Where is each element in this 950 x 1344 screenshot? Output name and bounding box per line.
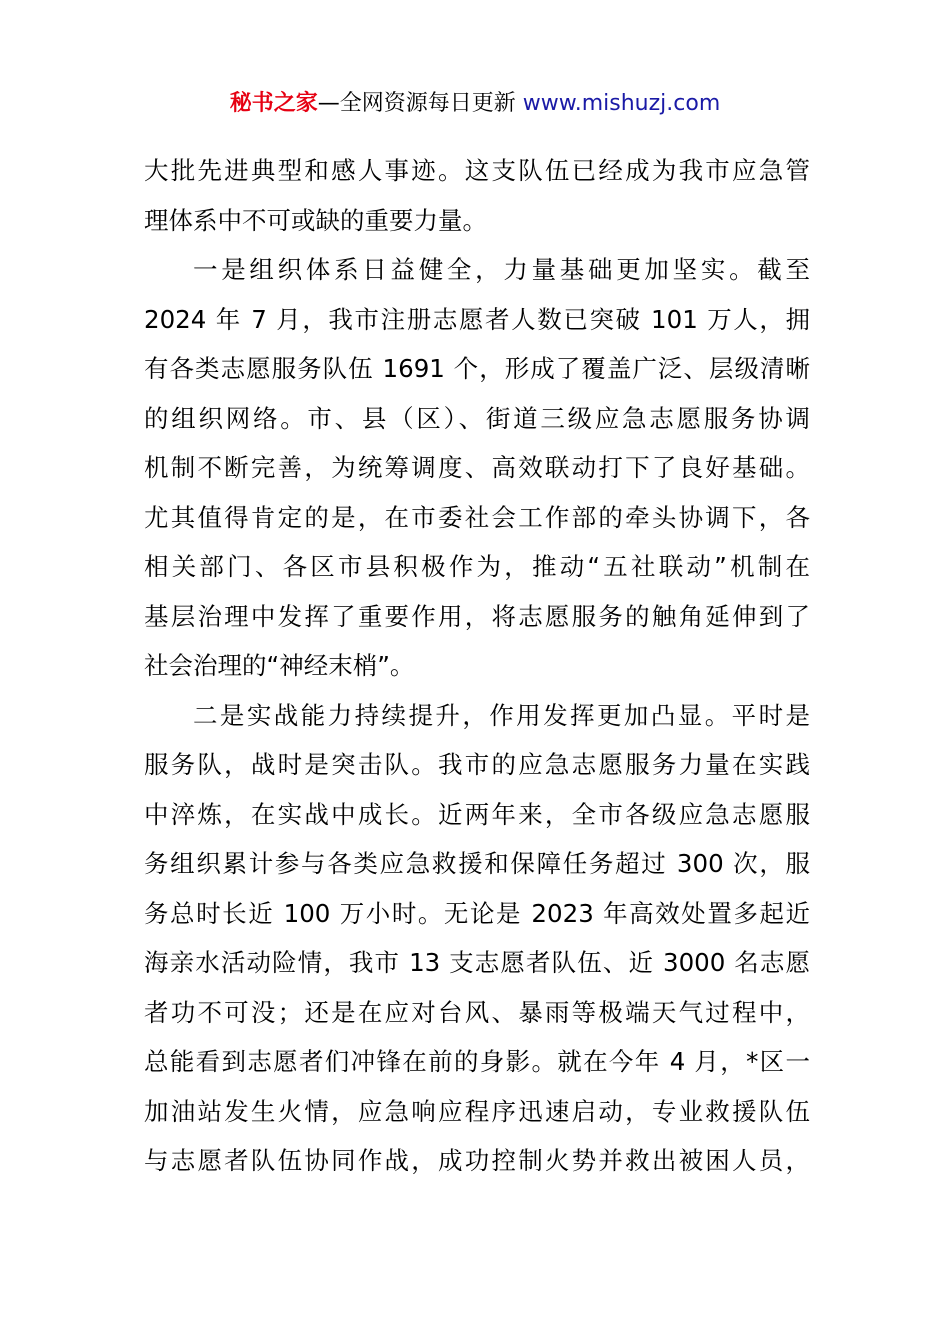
text-line: 服务队，战时是突击队。我市的应急志愿服务力量在实践 [144, 750, 810, 779]
document-body [144, 146, 810, 1186]
paragraph-first-line: 二是实战能力持续提升，作用发挥更加凸显。平时是 [193, 700, 810, 730]
site-url-link[interactable]: www.mishuzj.com [522, 91, 721, 116]
text-line: 中淬炼，在实战中成长。近两年来，全市各级应急志愿服 [144, 799, 810, 829]
text-line: 理体系中不可或缺的重要力量。 [144, 205, 487, 235]
text-line: 基层治理中发挥了重要作用，将志愿服务的触角延伸到了 [144, 601, 810, 631]
text-line: 海亲水活动险情，我市 13 支志愿者队伍、近 3000 名志愿 [144, 948, 810, 977]
text-line: 的组织网络。市、县（区）、街道三级应急志愿服务协调 [144, 403, 810, 433]
text-line: 2024 年 7 月，我市注册志愿者人数已突破 101 万人，拥 [144, 304, 810, 334]
text-line: 务组织累计参与各类应急救援和保障任务超过 300 次，服 [144, 849, 810, 878]
text-line: 有各类志愿服务队伍 1691 个，形成了覆盖广泛、层级清晰 [144, 354, 810, 383]
page-header [0, 88, 950, 120]
text-line: 大批先进典型和感人事迹。这支队伍已经成为我市应急管 [144, 156, 810, 185]
text-line: 者功不可没；还是在应对台风、暴雨等极端天气过程中， [144, 997, 810, 1027]
text-line: 总能看到志愿者们冲锋在前的身影。就在今年 4 月，*区一 [144, 1047, 810, 1076]
text-line: 相关部门、各区市县积极作为，推动“五社联动”机制在 [144, 552, 810, 581]
text-line: 机制不断完善，为统筹调度、高效联动打下了良好基础。 [144, 453, 810, 482]
text-line: 尤其值得肯定的是，在市委社会工作部的牵头协调下，各 [144, 502, 810, 532]
text-line: 社会治理的“神经末梢”。 [144, 651, 415, 680]
text-line: 务总时长近 100 万小时。无论是 2023 年高效处置多起近 [144, 898, 810, 928]
text-line: 与志愿者队伍协同作战，成功控制火势并救出被困人员， [144, 1146, 810, 1175]
brand-name: 秘书之家 [229, 91, 318, 116]
header-tagline: —全网资源每日更新 [317, 91, 523, 116]
text-line: 加油站发生火情，应急响应程序迅速启动，专业救援队伍 [144, 1096, 810, 1126]
paragraph-first-line: 一是组织体系日益健全，力量基础更加坚实。截至 [193, 255, 810, 284]
